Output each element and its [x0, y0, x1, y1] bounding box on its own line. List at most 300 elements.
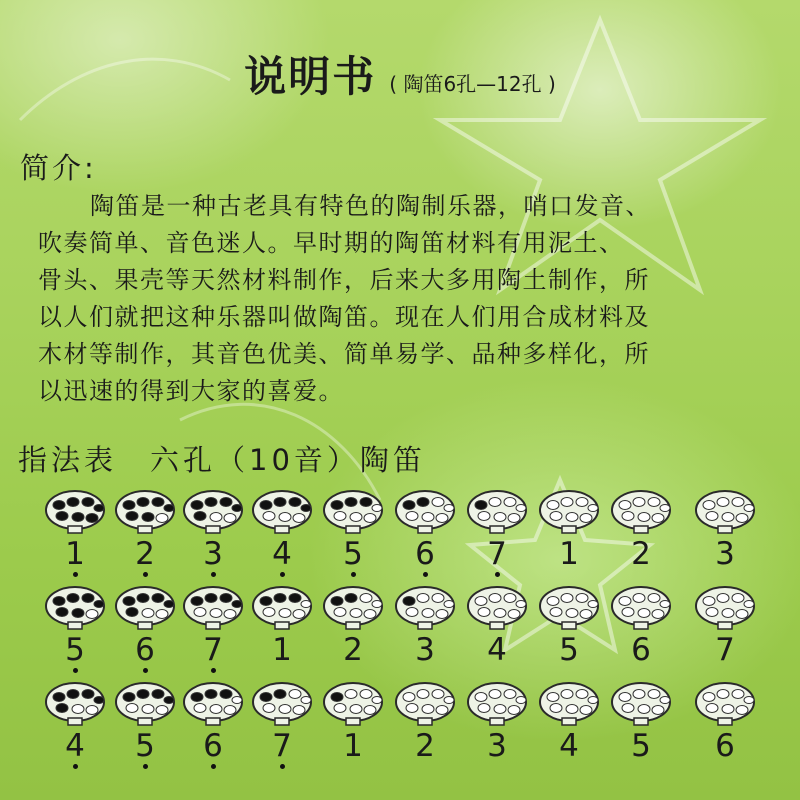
- open-hole: [622, 704, 634, 713]
- open-hole: [648, 594, 660, 603]
- open-hole: [660, 601, 670, 608]
- open-hole: [142, 609, 154, 618]
- open-hole: [622, 512, 634, 521]
- fingering-cell: [390, 584, 460, 668]
- open-hole: [432, 594, 444, 603]
- open-hole: [263, 704, 275, 713]
- open-hole: [432, 690, 444, 699]
- open-hole: [210, 705, 222, 714]
- open-hole: [417, 594, 429, 603]
- closed-hole: [205, 690, 217, 699]
- closed-hole: [94, 505, 104, 512]
- fingering-cell: [110, 488, 180, 572]
- open-hole: [406, 704, 418, 713]
- closed-hole: [417, 498, 429, 507]
- open-hole: [744, 601, 754, 608]
- closed-hole: [53, 501, 65, 510]
- open-hole: [475, 597, 487, 606]
- closed-hole: [191, 597, 203, 606]
- open-hole: [566, 513, 578, 522]
- fingering-row: [0, 680, 800, 776]
- open-hole: [516, 505, 526, 512]
- closed-hole: [123, 501, 135, 510]
- open-hole: [703, 501, 715, 510]
- open-hole: [706, 512, 718, 521]
- closed-hole: [260, 597, 272, 606]
- ocarina-fingering-icon: [610, 680, 672, 726]
- open-hole: [350, 609, 362, 618]
- open-hole: [619, 597, 631, 606]
- open-hole: [576, 498, 588, 507]
- open-hole: [489, 690, 501, 699]
- open-hole: [279, 513, 291, 522]
- open-hole: [619, 693, 631, 702]
- open-hole: [508, 514, 520, 523]
- open-hole: [516, 601, 526, 608]
- note-number: 6: [715, 728, 735, 764]
- open-hole: [633, 594, 645, 603]
- closed-hole: [67, 690, 79, 699]
- note-number: 6: [390, 536, 460, 572]
- open-hole: [744, 505, 754, 512]
- fingering-cell: [390, 488, 460, 572]
- note-number: 2: [110, 536, 180, 572]
- open-hole: [652, 610, 664, 619]
- ocarina-fingering-icon: [44, 680, 106, 726]
- closed-hole: [94, 601, 104, 608]
- closed-hole: [220, 594, 232, 603]
- open-hole: [406, 608, 418, 617]
- open-hole: [722, 609, 734, 618]
- open-hole: [436, 514, 448, 523]
- note-number: 1: [559, 536, 579, 572]
- note-number: 7: [247, 728, 317, 764]
- ocarina-fingering-icon: [114, 488, 176, 534]
- open-hole: [156, 706, 168, 715]
- open-hole: [279, 609, 291, 618]
- open-hole: [72, 705, 84, 714]
- note-number: 6: [178, 728, 248, 764]
- note-number: 3: [487, 728, 507, 764]
- fingering-row: [0, 488, 800, 584]
- closed-hole: [82, 690, 94, 699]
- note-number: 3: [715, 536, 735, 572]
- open-hole: [417, 690, 429, 699]
- fingering-cell: [178, 680, 248, 764]
- intro-line: 吹奏简单、音色迷人。早时期的陶笛材料有用泥土、: [38, 229, 625, 257]
- open-hole: [364, 610, 376, 619]
- open-hole: [633, 690, 645, 699]
- ocarina-fingering-icon: [114, 680, 176, 726]
- fingering-cell: [247, 680, 317, 764]
- note-number: 7: [462, 536, 532, 572]
- note-number: 7: [178, 632, 248, 668]
- closed-hole: [191, 501, 203, 510]
- fingering-cell: [247, 488, 317, 572]
- closed-hole: [82, 498, 94, 507]
- open-hole: [494, 513, 506, 522]
- open-hole: [279, 705, 291, 714]
- title-row: [0, 44, 800, 104]
- closed-hole: [126, 512, 138, 521]
- open-hole: [364, 706, 376, 715]
- closed-hole: [260, 693, 272, 702]
- closed-hole: [331, 693, 343, 702]
- open-hole: [732, 690, 744, 699]
- open-hole: [736, 610, 748, 619]
- closed-hole: [94, 697, 104, 704]
- open-hole: [350, 705, 362, 714]
- ocarina-fingering-icon: [182, 584, 244, 630]
- open-hole: [142, 705, 154, 714]
- open-hole: [293, 706, 305, 715]
- open-hole: [703, 597, 715, 606]
- open-hole: [334, 608, 346, 617]
- open-hole: [293, 514, 305, 523]
- fingering-chart-heading: 指法表 六孔（10音）陶笛: [18, 443, 426, 477]
- open-hole: [494, 705, 506, 714]
- closed-hole: [72, 609, 84, 618]
- open-hole: [156, 610, 168, 619]
- closed-hole: [56, 704, 68, 713]
- fingering-cell: [40, 680, 110, 764]
- open-hole: [547, 693, 559, 702]
- closed-hole: [164, 505, 174, 512]
- fingering-cell: [606, 680, 676, 764]
- fingering-cell: [462, 584, 532, 668]
- closed-hole: [194, 512, 206, 521]
- intro-line: 木材等制作，其音色优美、简单易学、品种多样化，所: [38, 340, 650, 368]
- closed-hole: [72, 513, 84, 522]
- note-number: 4: [40, 728, 110, 764]
- closed-hole: [205, 594, 217, 603]
- closed-hole: [82, 594, 94, 603]
- open-hole: [504, 690, 516, 699]
- intro-line: 骨头、果壳等天然材料制作，后来大多用陶土制作，所: [38, 266, 650, 294]
- open-hole: [224, 514, 236, 523]
- note-number: 1: [40, 536, 110, 572]
- open-hole: [432, 498, 444, 507]
- note-number: 2: [343, 632, 363, 668]
- open-hole: [706, 608, 718, 617]
- closed-hole: [152, 498, 164, 507]
- fingering-cell: [534, 680, 604, 764]
- intro-line: 以迅速的得到大家的喜爱。: [38, 377, 344, 405]
- note-number: 6: [110, 632, 180, 668]
- open-hole: [550, 704, 562, 713]
- fingering-cell: [110, 584, 180, 668]
- ocarina-fingering-icon: [322, 680, 384, 726]
- ocarina-fingering-icon: [538, 584, 600, 630]
- open-hole: [648, 498, 660, 507]
- open-hole: [660, 697, 670, 704]
- open-hole: [86, 706, 98, 715]
- open-hole: [372, 697, 382, 704]
- open-hole: [580, 514, 592, 523]
- ocarina-fingering-icon: [251, 584, 313, 630]
- note-number: 5: [559, 632, 579, 668]
- open-hole: [194, 608, 206, 617]
- note-number: 4: [247, 536, 317, 572]
- ocarina-fingering-icon: [114, 584, 176, 630]
- intro-line: 以人们就把这种乐器叫做陶笛。现在人们用合成材料及: [38, 303, 650, 331]
- closed-hole: [301, 505, 311, 512]
- open-hole: [406, 512, 418, 521]
- open-hole: [210, 609, 222, 618]
- closed-hole: [220, 690, 232, 699]
- open-hole: [372, 601, 382, 608]
- open-hole: [224, 610, 236, 619]
- ocarina-fingering-icon: [322, 584, 384, 630]
- fingering-cell: [534, 488, 604, 572]
- open-hole: [638, 705, 650, 714]
- closed-hole: [331, 501, 343, 510]
- note-number: 5: [318, 536, 388, 572]
- closed-hole: [56, 608, 68, 617]
- open-hole: [489, 594, 501, 603]
- fingering-cell: [110, 680, 180, 764]
- open-hole: [561, 594, 573, 603]
- open-hole: [372, 505, 382, 512]
- ocarina-fingering-icon: [322, 488, 384, 534]
- open-hole: [436, 610, 448, 619]
- open-hole: [403, 693, 415, 702]
- open-hole: [508, 706, 520, 715]
- closed-hole: [220, 498, 232, 507]
- open-hole: [301, 601, 311, 608]
- ocarina-fingering-icon: [44, 488, 106, 534]
- open-hole: [504, 594, 516, 603]
- fingering-cell: [606, 584, 676, 668]
- open-hole: [224, 706, 236, 715]
- fingering-row: [0, 584, 800, 680]
- note-number: 5: [110, 728, 180, 764]
- open-hole: [444, 601, 454, 608]
- closed-hole: [53, 597, 65, 606]
- ocarina-fingering-icon: [694, 680, 756, 726]
- closed-hole: [164, 601, 174, 608]
- open-hole: [619, 501, 631, 510]
- open-hole: [576, 690, 588, 699]
- open-hole: [652, 514, 664, 523]
- fingering-cell: [40, 488, 110, 572]
- ocarina-fingering-icon: [466, 584, 528, 630]
- closed-hole: [232, 505, 242, 512]
- closed-hole: [123, 597, 135, 606]
- open-hole: [732, 594, 744, 603]
- open-hole: [210, 513, 222, 522]
- open-hole: [547, 597, 559, 606]
- open-hole: [703, 693, 715, 702]
- closed-hole: [67, 498, 79, 507]
- closed-hole: [56, 512, 68, 521]
- ocarina-fingering-icon: [182, 488, 244, 534]
- open-hole: [717, 690, 729, 699]
- note-number: 2: [631, 536, 651, 572]
- ocarina-fingering-icon: [538, 680, 600, 726]
- ocarina-fingering-icon: [182, 680, 244, 726]
- open-hole: [588, 601, 598, 608]
- closed-hole: [126, 608, 138, 617]
- open-hole: [566, 705, 578, 714]
- closed-hole: [164, 697, 174, 704]
- open-hole: [444, 505, 454, 512]
- open-hole: [706, 704, 718, 713]
- closed-hole: [152, 594, 164, 603]
- note-number: 4: [487, 632, 507, 668]
- closed-hole: [67, 594, 79, 603]
- open-hole: [360, 594, 372, 603]
- ocarina-fingering-icon: [251, 680, 313, 726]
- ocarina-fingering-icon: [694, 488, 756, 534]
- fingering-cell: [534, 584, 604, 668]
- open-hole: [478, 608, 490, 617]
- open-hole: [345, 690, 357, 699]
- closed-hole: [232, 601, 242, 608]
- open-hole: [156, 514, 168, 523]
- ocarina-fingering-icon: [251, 488, 313, 534]
- open-hole: [722, 513, 734, 522]
- fingering-cell: [606, 488, 676, 572]
- page-subtitle: ( 陶笛6孔—12孔 ): [389, 72, 556, 96]
- intro-line: 陶笛是一种古老具有特色的陶制乐器，哨口发音、: [90, 192, 651, 220]
- open-hole: [722, 705, 734, 714]
- page-title: 说明书: [244, 52, 377, 101]
- open-hole: [334, 704, 346, 713]
- fingering-cell: [462, 488, 532, 572]
- open-hole: [126, 704, 138, 713]
- open-hole: [232, 697, 242, 704]
- fingering-cell: [178, 488, 248, 572]
- note-number: 3: [415, 632, 435, 668]
- open-hole: [504, 498, 516, 507]
- open-hole: [301, 697, 311, 704]
- note-number: 7: [715, 632, 735, 668]
- open-hole: [580, 610, 592, 619]
- open-hole: [576, 594, 588, 603]
- open-hole: [293, 610, 305, 619]
- open-hole: [86, 610, 98, 619]
- open-hole: [717, 498, 729, 507]
- open-hole: [478, 512, 490, 521]
- open-hole: [648, 690, 660, 699]
- closed-hole: [345, 498, 357, 507]
- open-hole: [475, 693, 487, 702]
- open-hole: [289, 690, 301, 699]
- open-hole: [194, 704, 206, 713]
- fingering-cell: [690, 488, 760, 572]
- open-hole: [334, 512, 346, 521]
- closed-hole: [53, 693, 65, 702]
- fingering-cell: [318, 680, 388, 764]
- open-hole: [444, 697, 454, 704]
- fingering-cell: [318, 488, 388, 572]
- closed-hole: [142, 513, 154, 522]
- open-hole: [550, 512, 562, 521]
- ocarina-fingering-icon: [466, 488, 528, 534]
- note-number: 1: [343, 728, 363, 764]
- open-hole: [494, 609, 506, 618]
- closed-hole: [137, 594, 149, 603]
- open-hole: [732, 498, 744, 507]
- closed-hole: [360, 498, 372, 507]
- closed-hole: [191, 693, 203, 702]
- open-hole: [561, 690, 573, 699]
- closed-hole: [403, 597, 415, 606]
- ocarina-fingering-icon: [694, 584, 756, 630]
- note-number: 5: [631, 728, 651, 764]
- fingering-cell: [318, 584, 388, 668]
- open-hole: [588, 697, 598, 704]
- open-hole: [422, 513, 434, 522]
- ocarina-fingering-icon: [610, 584, 672, 630]
- open-hole: [566, 609, 578, 618]
- open-hole: [350, 513, 362, 522]
- fingering-chart: [0, 488, 800, 776]
- open-hole: [580, 706, 592, 715]
- ocarina-fingering-icon: [44, 584, 106, 630]
- ocarina-fingering-icon: [394, 488, 456, 534]
- note-number: 1: [272, 632, 292, 668]
- closed-hole: [137, 498, 149, 507]
- open-hole: [638, 609, 650, 618]
- closed-hole: [86, 514, 98, 523]
- open-hole: [550, 608, 562, 617]
- open-hole: [360, 690, 372, 699]
- open-hole: [263, 512, 275, 521]
- open-hole: [489, 498, 501, 507]
- ocarina-fingering-icon: [538, 488, 600, 534]
- open-hole: [622, 608, 634, 617]
- open-hole: [561, 498, 573, 507]
- open-hole: [478, 704, 490, 713]
- closed-hole: [331, 597, 343, 606]
- note-number: 2: [415, 728, 435, 764]
- open-hole: [436, 706, 448, 715]
- open-hole: [633, 498, 645, 507]
- ocarina-fingering-icon: [610, 488, 672, 534]
- intro-paragraph: [38, 188, 768, 410]
- open-hole: [422, 609, 434, 618]
- open-hole: [516, 697, 526, 704]
- open-hole: [508, 610, 520, 619]
- fingering-cell: [178, 584, 248, 668]
- closed-hole: [475, 501, 487, 510]
- open-hole: [364, 514, 376, 523]
- closed-hole: [289, 498, 301, 507]
- note-number: 6: [631, 632, 651, 668]
- fingering-cell: [390, 680, 460, 764]
- intro-heading: 简介:: [20, 151, 97, 185]
- closed-hole: [205, 498, 217, 507]
- note-number: 4: [559, 728, 579, 764]
- open-hole: [547, 501, 559, 510]
- note-number: 3: [178, 536, 248, 572]
- open-hole: [736, 514, 748, 523]
- open-hole: [660, 505, 670, 512]
- open-hole: [638, 513, 650, 522]
- closed-hole: [123, 693, 135, 702]
- open-hole: [422, 705, 434, 714]
- closed-hole: [152, 690, 164, 699]
- open-hole: [736, 706, 748, 715]
- closed-hole: [289, 594, 301, 603]
- fingering-cell: [40, 584, 110, 668]
- closed-hole: [137, 690, 149, 699]
- closed-hole: [274, 690, 286, 699]
- open-hole: [717, 594, 729, 603]
- open-hole: [588, 505, 598, 512]
